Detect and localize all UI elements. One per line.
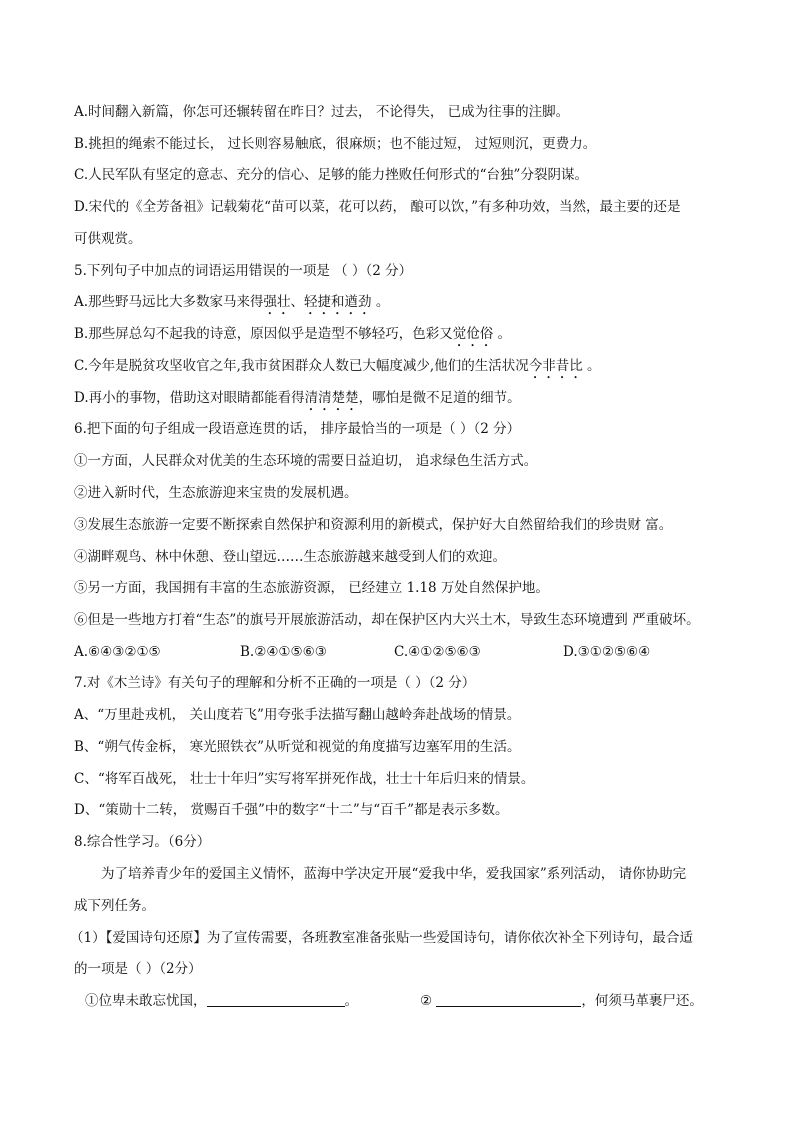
q6-stem: 6.把下面的句子组成一段语意连贯的话， 排序最恰当的一项是（ ）（2 分） bbox=[74, 421, 521, 437]
q6-sentence-5: ⑤另一方面，我国拥有丰富的生态旅游资源， 已经建立 1.18 万处自然保护地。 bbox=[74, 580, 549, 596]
q7-option-d: D、“策勋十二转， 赏赐百千强”中的数字“十二”与“百千”都是表示多数。 bbox=[74, 802, 509, 818]
q6-sentence-1: ①一方面，人民群众对优美的生态环境的需要日益迫切， 追求绿色生活方式。 bbox=[74, 453, 538, 469]
q4-option-d: D.宋代的《全芳备祖》记载菊花“苗可以菜，花可以药， 酿可以饮，”有多种功效，当然，最主要的还是 bbox=[74, 199, 681, 215]
q8-poem-1: ①位卑未敢忘忧国， 。 bbox=[85, 993, 358, 1009]
q8-intro-line2: 成下列任务。 bbox=[74, 898, 155, 914]
q5-option-d: D.再小的事物，借助这对眼睛都能看得清清楚楚，哪怕是微不足道的细节。 bbox=[74, 390, 521, 406]
q7-option-a: A、“万里赴戎机， 关山度若飞”用夸张手法描写翻山越岭奔赴战场的情景。 bbox=[74, 707, 521, 723]
q4-option-b: B.挑担的绳索不能过长， 过长则容易触底，很麻烦；也不能过短， 过短则沉，更费力。 bbox=[74, 136, 597, 152]
dotted-word: 今非昔比 bbox=[528, 358, 583, 374]
dotted-word: 觉伧俗 bbox=[452, 326, 494, 342]
answer-blank[interactable] bbox=[207, 992, 345, 1007]
q4-option-c: C.人民军队有坚定的意志、充分的信心、足够的能力挫败任何形式的“台独”分裂阴谋。 bbox=[74, 167, 588, 183]
q8-stem: 8.综合性学习。（6分） bbox=[74, 834, 211, 850]
q8-sub1-line2: 的一项是（ ）（2分） bbox=[74, 961, 202, 977]
answer-blank[interactable] bbox=[436, 992, 581, 1007]
q5-option-c: C.今年是脱贫攻坚收官之年,我市贫困群众人数已大幅度减少,他们的生活状况今非昔比 。 bbox=[74, 358, 601, 374]
dotted-word: 清清楚楚 bbox=[304, 390, 359, 406]
q7-stem: 7.对《木兰诗》有关句子的理解和分析不正确的一项是（ ）（2 分） bbox=[74, 675, 476, 691]
q4-option-a: A.时间翻入新篇，你怎可还辗转留在昨日？过去， 不论得失， 已成为往事的注脚。 bbox=[74, 104, 570, 120]
q5-option-b: B.那些屏总勾不起我的诗意，原因似乎是造型不够轻巧，色彩又觉伧俗 。 bbox=[74, 326, 512, 342]
q4-option-d-cont: 可供观赏。 bbox=[74, 231, 142, 247]
q6-choice-b: B.②④①⑤⑥③ bbox=[240, 644, 327, 660]
q5-stem: 5.下列句子中加点的词语运用错误的一项是 （ ）（2 分） bbox=[74, 263, 413, 279]
q8-intro-line1: 为了培养青少年的爱国主义情怀，蓝海中学决定开展“爱我中华，爱我国家”系列活动， 请你协助完 bbox=[101, 866, 687, 882]
q6-sentence-6: ⑥但是一些地方打着“生态”的旗号开展旅游活动，却在保护区内大兴土木，导致生态环境遭到 严重破坏。 bbox=[74, 612, 700, 628]
q6-sentence-3: ③发展生态旅游一定要不断探索自然保护和资源利用的新模式，保护好大自然留给我们的珍贵财 富。 bbox=[74, 517, 673, 533]
q8-sub1-line1: （1）【爱国诗句还原】为了宣传需要，各班教室准备张贴一些爱国诗句，请你依次补全下列诗句，最合适 bbox=[70, 930, 693, 946]
q6-choice-a: A.⑥④③②①⑤ bbox=[74, 644, 161, 660]
q6-sentence-2: ②进入新时代，生态旅游迎来宝贵的发展机遇。 bbox=[74, 485, 358, 501]
q7-option-c: C、“将军百战死， 壮士十年归”实写将军拼死作战，壮士十年后归来的情景。 bbox=[74, 771, 535, 787]
dotted-word: 强壮、轻捷和遒劲 bbox=[263, 294, 372, 310]
q7-option-b: B、“朔气传金柝， 寒光照铁衣”从听觉和视觉的角度描写边塞军用的生活。 bbox=[74, 739, 521, 755]
q6-choice-d: D.③①②⑤⑥④ bbox=[563, 644, 651, 660]
q6-sentence-4: ④湖畔观鸟、林中休憩、登山望远……生态旅游越来越受到人们的欢迎。 bbox=[74, 549, 506, 565]
q8-poem-2: ② ，何须马革裹尸还。 bbox=[420, 993, 703, 1009]
q5-option-a: A.那些野马远比大多数家马来得强壮、轻捷和遒劲 。 bbox=[74, 294, 390, 310]
q6-choice-c: C.④①②⑤⑥③ bbox=[394, 644, 481, 660]
